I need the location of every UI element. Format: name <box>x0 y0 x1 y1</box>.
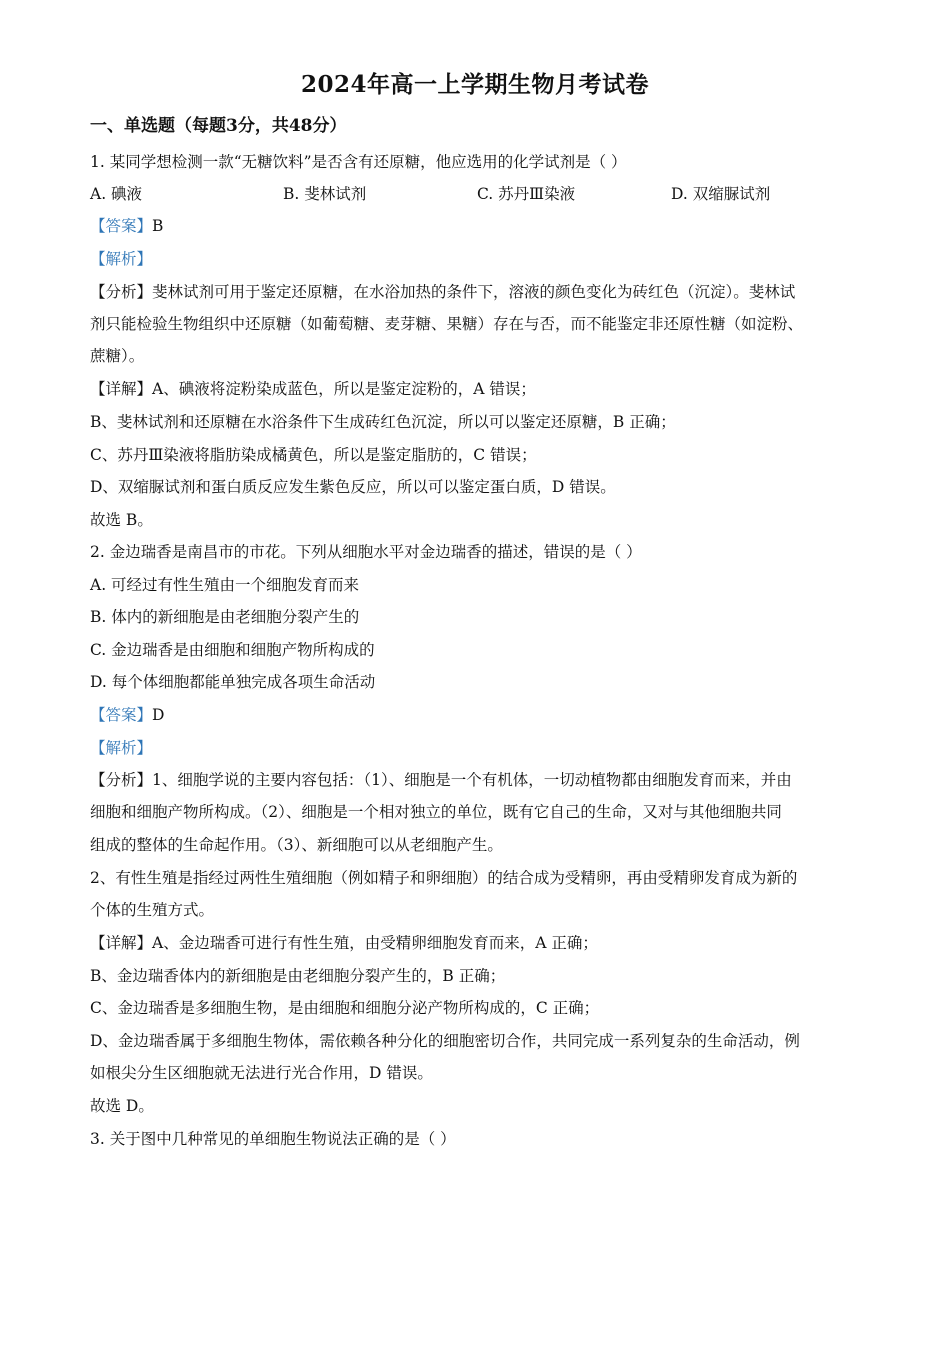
question-2-option-a: A. 可经过有性生殖由一个细胞发育而来 <box>90 576 360 594</box>
question-2-conclusion: 故选 D。 <box>90 1097 154 1115</box>
question-1-stem: 1. 某同学想检测一款“无糖饮料”是否含有还原糖，他应选用的化学试剂是（ ） <box>90 153 627 171</box>
question-1-analysis-line: 蔗糖）。 <box>90 347 145 365</box>
page-title: 2024年高一上学期生物月考试卷 <box>300 71 649 98</box>
question-2-detail-line: D、金边瑞香属于多细胞生物体，需依赖各种分化的细胞密切合作，共同完成一系列复杂的生命活动，例 <box>90 1032 800 1050</box>
answer-tag: 【答案】 <box>90 217 153 235</box>
question-1-detail-line: B、斐林试剂和还原糖在水浴条件下生成砖红色沉淀，所以可以鉴定还原糖，B 正确； <box>90 413 676 431</box>
question-1-analysis-line: 剂只能检验生物组织中还原糖（如葡萄糖、麦芽糖、果糖）存在与否，而不能鉴定非还原性糖（如淀粉、 <box>90 315 804 333</box>
answer-value: B <box>152 217 164 235</box>
question-1-detail-line: 【详解】A、碘液将淀粉染成蓝色，所以是鉴定淀粉的，A 错误； <box>90 380 536 398</box>
question-2-option-d: D. 每个体细胞都能单独完成各项生命活动 <box>90 673 376 691</box>
question-2-analysis-line: 2、有性生殖是指经过两性生殖细胞（例如精子和卵细胞）的结合成为受精卵，再由受精卵发育成为新的 <box>90 869 798 887</box>
question-2-analysis-line: 组成的整体的生命起作用。（3）、新细胞可以从老细胞产生。 <box>90 836 503 854</box>
question-2-option-c: C. 金边瑞香是由细胞和细胞产物所构成的 <box>90 641 375 659</box>
question-1-answer <box>90 216 163 236</box>
question-1-option-c: C. 苏丹Ⅲ染液 <box>477 185 576 203</box>
question-2-jiexi-tag: 【解析】 <box>90 739 153 757</box>
question-2-detail-line: B、金边瑞香体内的新细胞是由老细胞分裂产生的，B 正确； <box>90 967 506 985</box>
question-2-analysis-line: 细胞和细胞产物所构成。（2）、细胞是一个相对独立的单位，既有它自己的生命，又对与其他细胞共同 <box>90 803 782 821</box>
answer-value: D <box>152 706 165 724</box>
question-2-answer <box>90 705 164 725</box>
question-1-conclusion: 故选 B。 <box>90 511 153 529</box>
question-2-option-b: B. 体内的新细胞是由老细胞分裂产生的 <box>90 608 360 626</box>
question-2-stem: 2. 金边瑞香是南昌市的市花。下列从细胞水平对金边瑞香的描述，错误的是（ ） <box>90 543 642 561</box>
section-heading: 一、单选题（每题3分，共48分） <box>90 116 347 136</box>
question-1-option-d: D. 双缩脲试剂 <box>671 185 771 203</box>
question-1-analysis-line: 【分析】斐林试剂可用于鉴定还原糖，在水浴加热的条件下，溶液的颜色变化为砖红色（沉淀）。斐林试 <box>90 283 796 301</box>
question-3-stem: 3. 关于图中几种常见的单细胞生物说法正确的是（ ） <box>90 1130 456 1148</box>
question-1-option-a: A. 碘液 <box>90 185 143 203</box>
answer-tag: 【答案】 <box>90 706 153 724</box>
question-1-detail-line: C、苏丹Ⅲ染液将脂肪染成橘黄色，所以是鉴定脂肪的，C 错误； <box>90 446 537 464</box>
question-2-detail-line: C、金边瑞香是多细胞生物，是由细胞和细胞分泌产物所构成的，C 正确； <box>90 999 600 1017</box>
question-2-detail-line: 如根尖分生区细胞就无法进行光合作用，D 错误。 <box>90 1064 433 1082</box>
question-2-analysis-line: 个体的生殖方式。 <box>90 901 215 919</box>
question-2-analysis-line: 【分析】1、细胞学说的主要内容包括：（1）、细胞是一个有机体，一切动植物都由细胞发育而来，并由 <box>90 771 792 789</box>
question-1-detail-line: D、双缩脲试剂和蛋白质反应发生紫色反应，所以可以鉴定蛋白质，D 错误。 <box>90 478 616 496</box>
question-1-option-b: B. 斐林试剂 <box>283 185 367 203</box>
question-2-detail-line: 【详解】A、金边瑞香可进行有性生殖，由受精卵细胞发育而来，A 正确； <box>90 934 598 952</box>
question-1-jiexi-tag: 【解析】 <box>90 250 153 268</box>
